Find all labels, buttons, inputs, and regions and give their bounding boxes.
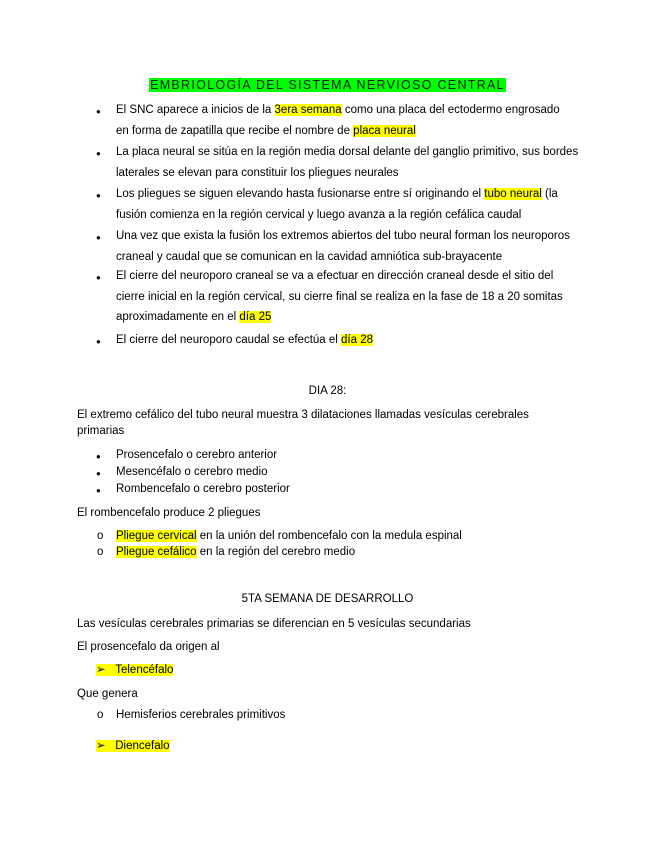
page-title: EMBRIOLOGÍA DEL SISTEMA NERVIOSO CENTRAL	[150, 78, 505, 92]
rombencefalo-text: El rombencefalo produce 2 pliegues	[77, 507, 261, 519]
bullet-icon: ●	[96, 337, 101, 346]
week5-paragraph-1: Las vesículas cerebrales primarias se diferencian en 5 vesículas secundarias	[77, 618, 471, 630]
bullet-text-line: La placa neural se sitúa en la región media dorsal delante del ganglio primitivo, sus bordes	[116, 146, 579, 158]
vesicle-item: Mesencéfalo o cerebro medio	[116, 466, 268, 478]
bullet-icon: ●	[96, 233, 101, 242]
bullet-icon: ●	[96, 273, 101, 282]
bullet-icon: ●	[96, 486, 101, 495]
bullet-text-line: El cierre del neuroporo caudal se efectúa el día 28	[116, 334, 374, 346]
que-genera-text: Que genera	[77, 688, 138, 700]
document-page: EMBRIOLOGÍA DEL SISTEMA NERVIOSO CENTRAL ● El SNC aparece a inicios de la 3era semana como una placa del ectodermo engrosado en forma de zapatilla que recibe el nombre de placa neural ● La placa neural se sitúa en la región media dorsal delante del ganglio primitivo, sus bordes laterales se elevan para constituir los pliegues neurales ● Los pliegues se siguen elevando hasta fusionarse entre sí originando el tubo neural (la fusión comienza en la región cervical y luego avanza a la región cefálica caudal ● Una vez que exista la fusión los extremos abiertos del tubo neural forman los neuroporos craneal y caudal que se comunican en la cavidad amniótica sub-brayacente ● El cierre del neuroporo craneal se va a efectuar en dirección craneal desde el sitio del cierre inicial en la región cervical, su cierre final se realiza en la fase de 18 a 20 somitas aproximadamente en el día 25 ● El cierre del neuroporo caudal se efectúa el día 28 DIA 28: El extremo cefálico del tubo neural muestra 3 dilataciones llamadas vesículas cerebrales primarias ● Prosencefalo o cerebro anterior ● Mesencéfalo o cerebro medio ● Rombencefalo o cerebro posterior El rombencefalo produce 2 pliegues o Pliegue cervical en la unión del rombencefalo con la medula espinal o Pliegue cefálico en la región del cerebro medio 5TA SEMANA DE DESARROLLO Las vesículas cerebrales primarias se diferencian en 5 vesículas secundarias El prosencefalo da origen al ➢ Telencéfalo Que genera o Hemisferios cerebrales primitivos ➢ Diencefalo	[0, 0, 655, 848]
pliegue-item: Pliegue cervical en la unión del rombencefalo con la medula espinal	[116, 530, 462, 542]
circle-bullet-icon: o	[97, 530, 104, 542]
bullet-text-line: craneal y caudal que se comunican en la cavidad amniótica sub-brayacente	[116, 250, 503, 263]
bullet-text-line: fusión comienza en la región cervical y luego avanza a la región cefálica caudal	[116, 208, 522, 221]
bullet-icon: ●	[96, 452, 101, 461]
bullet-text-line: El SNC aparece a inicios de la 3era semana como una placa del ectodermo engrosado	[116, 104, 560, 116]
pliegue-item: Pliegue cefálico en la región del cerebro medio	[116, 546, 356, 558]
arrow-item-telencefalo: ➢ Telencéfalo	[96, 664, 174, 676]
week5-heading: 5TA SEMANA DE DESARROLLO	[241, 593, 414, 605]
bullet-icon: ●	[96, 107, 101, 116]
vesicle-item: Rombencefalo o cerebro posterior	[116, 483, 290, 495]
bullet-icon: ●	[96, 191, 101, 200]
bullet-text-line: El cierre del neuroporo craneal se va a efectuar en dirección craneal desde el sitio del	[116, 270, 554, 282]
arrow-icon: ➢	[96, 664, 106, 676]
bullet-text-line: cierre inicial en la región cervical, su cierre final se realiza en la fase de 18 a 20 somitas	[116, 290, 563, 303]
arrow-icon: ➢	[96, 740, 106, 752]
bullet-text-line: en forma de zapatilla que recibe el nombre de placa neural	[116, 124, 416, 137]
circle-bullet-icon: o	[97, 546, 104, 558]
sub-item-hemisferios	[97, 709, 103, 721]
bullet-text-line: aproximadamente en el día 25	[116, 311, 272, 323]
bullet-text-line: Los pliegues se siguen elevando hasta fusionarse entre sí originando el tubo neural (la	[116, 188, 558, 200]
dia28-heading: DIA 28:	[308, 385, 347, 397]
bullet-icon: ●	[96, 149, 101, 158]
week5-paragraph-2: El prosencefalo da origen al	[77, 641, 220, 653]
circle-bullet-icon: o	[97, 709, 104, 721]
bullet-text-line: Una vez que exista la fusión los extremos abiertos del tubo neural forman los neuroporos	[116, 230, 570, 242]
bullet-icon: ●	[96, 469, 101, 478]
vesicle-item: Prosencefalo o cerebro anterior	[116, 449, 278, 461]
arrow-item-diencefalo: ➢ Diencefalo	[96, 740, 170, 752]
dia28-paragraph: El extremo cefálico del tubo neural muestra 3 dilataciones llamadas vesículas cerebrales primarias	[77, 409, 529, 437]
bullet-text-line: laterales se elevan para constituir los pliegues neurales	[116, 166, 399, 179]
